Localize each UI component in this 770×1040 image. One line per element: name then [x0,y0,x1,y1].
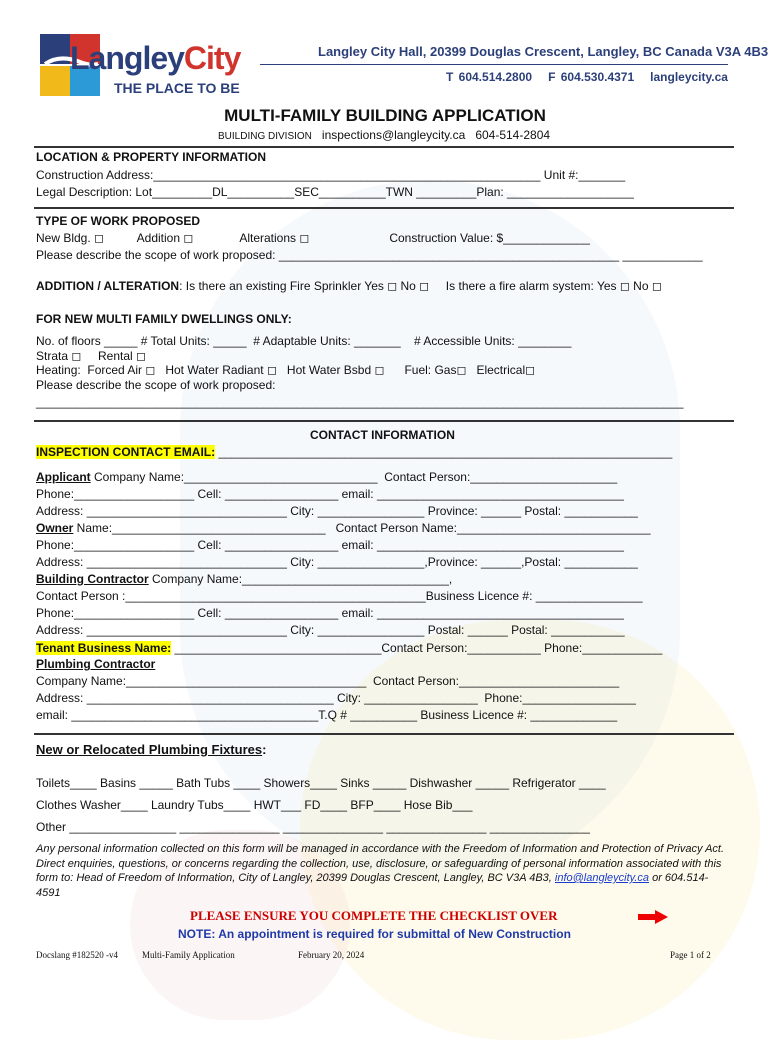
fixtures-line-1[interactable]: Toilets____ Basins _____ Bath Tubs ____ Showers____ Sinks _____ Dishwasher _____ Refrigerator ____ [36,776,606,790]
section-divider [34,733,734,735]
inspection-email-label: INSPECTION CONTACT EMAIL: [36,445,216,459]
doc-date: February 20, 2024 [298,950,365,960]
plumbing-email-field[interactable]: email: _____________________________________T.Q # __________ Business Licence #: _____________ [36,708,618,722]
applicant-phone-field[interactable]: Phone:__________________ Cell: _________________ email: _____________________________________ [36,487,624,501]
plumbing-contractor-label: Plumbing Contractor [36,657,156,671]
tenant-label: Tenant Business Name: [36,641,172,655]
applicant-label: Applicant [36,470,91,484]
contact-heading: CONTACT INFORMATION [310,428,455,442]
inspection-email-field[interactable]: INSPECTION CONTACT EMAIL: ____________________________________________________________________ [36,445,673,459]
fire-sprinkler-question[interactable]: ADDITION / ALTERATION: Is there an existing Fire Sprinkler Yes ◻ No ◻ Is there a fire alarm system: Yes ◻ No ◻ [36,279,662,293]
contractor-phone-field[interactable]: Phone:__________________ Cell: _________________ email: _____________________________________ [36,606,624,620]
fixtures-heading: New or Relocated Plumbing Fixtures: [36,742,267,757]
multi-family-heading: FOR NEW MULTI FAMILY DWELLINGS ONLY: [36,312,292,326]
section-divider [34,146,734,148]
contractor-person-field[interactable]: Contact Person :_____________________________________________Business Licence #: ________________ [36,589,643,603]
scope-blank[interactable]: _________________________________________________________________________________________________ [36,395,684,409]
contractor-address-field[interactable]: Address: ______________________________ City: ________________ Postal: ______ Postal: ___________ [36,623,625,637]
privacy-email-link[interactable]: info@langleycity.ca [554,872,650,884]
privacy-notice: Any personal information collected on this form will be managed in accordance with the Freedom of Information and Protection of Privacy Act. Direct enquiries, questions, or concerns regarding the collection, use, disclosure, or safeguarding of personal information associated with this form to: Head of Freedom of Information, City of Langley, 20399 Douglas Crescent, Langley, BC V3A 4B3, info@langleycity.ca or 604.514-4591 [36,843,725,899]
owner-address-field[interactable]: Address: ______________________________ City: ________________,Province: ______,Postal: ___________ [36,555,638,569]
location-heading: LOCATION & PROPERTY INFORMATION [36,150,266,164]
subtitle [218,128,550,142]
fixtures-line-2[interactable]: Clothes Washer____ Laundry Tubs____ HWT___ FD____ BFP____ Hose Bib___ [36,798,473,812]
division-email: inspections@langleycity.ca [321,128,466,142]
scope-label: Please describe the scope of work proposed: [36,378,276,392]
heating-options[interactable]: Heating: Forced Air ◻ Hot Water Radiant ◻ Hot Water Bsbd ◻ Fuel: Gas◻ Electrical◻ [36,363,536,377]
owner-phone-field[interactable]: Phone:__________________ Cell: _________________ email: _____________________________________ [36,538,624,552]
contractor-company-field[interactable]: Building Contractor Company Name:_______________________________, [36,572,453,586]
section-divider [34,420,734,422]
applicant-company-field[interactable]: Applicant Company Name:_____________________________ Contact Person:______________________ [36,470,618,484]
section-divider [34,207,734,209]
header-divider [260,64,728,65]
division-label: BUILDING DIVISION [218,131,312,142]
tagline: THE PLACE TO BE [114,80,240,96]
doc-number: Docslang #182520 -v4 [36,950,118,960]
tenant-business-field[interactable]: Tenant Business Name: _______________________________Contact Person:___________ Phone:____________ [36,641,663,655]
fixtures-other[interactable]: Other ________________ _______________ _______________ _______________ _______________ [36,820,590,834]
arrow-right-icon [638,910,668,924]
work-heading: TYPE OF WORK PROPOSED [36,214,201,228]
scope-field[interactable]: Please describe the scope of work proposed: ___________________________________________________ ____________ [36,248,703,262]
construction-address-field[interactable]: Construction Address:__________________________________________________________ Unit #:_______ [36,168,626,182]
owner-label: Owner [36,521,74,535]
legal-description-field[interactable]: Legal Description: Lot_________DL__________SEC__________TWN _________Plan: ___________________ [36,185,634,199]
doc-name: Multi-Family Application [142,950,235,960]
addition-label: ADDITION / ALTERATION [36,279,180,293]
applicant-address-field[interactable]: Address: ______________________________ City: ________________ Province: ______ Postal: ___________ [36,504,638,518]
contractor-label: Building Contractor [36,572,149,586]
tenure-options[interactable]: Strata ◻ Rental ◻ [36,349,146,363]
plumbing-address-field[interactable]: Address: _____________________________________ City: _________________ Phone:_________________ [36,691,636,705]
owner-name-field[interactable]: Owner Name:________________________________ Contact Person Name:_____________________________ [36,521,651,535]
city-hall-address: Langley City Hall, 20399 Douglas Crescent, Langley, BC Canada V3A 4B3 [318,44,769,59]
work-type-options[interactable]: New Bldg. ◻ Addition ◻ Alterations ◻ Construction Value: $_____________ [36,231,590,245]
units-field[interactable]: No. of floors _____ # Total Units: _____ # Adaptable Units: _______ # Accessible Units: ________ [36,334,572,348]
logo-wordmark: LangleyCity [70,40,241,76]
checklist-reminder: PLEASE ENSURE YOU COMPLETE THE CHECKLIST OVER [190,908,558,923]
page-title: MULTI-FAMILY BUILDING APPLICATION [224,106,546,125]
appointment-note: NOTE: An appointment is required for submittal of New Construction [178,927,571,941]
page-number: Page 1 of 2 [670,950,711,960]
contact-numbers: T 604.514.2800 F 604.530.4371 langleycity.ca [446,70,728,84]
division-phone: 604-514-2804 [475,128,551,142]
plumbing-company-field[interactable]: Company Name:____________________________________ Contact Person:________________________ [36,674,620,688]
